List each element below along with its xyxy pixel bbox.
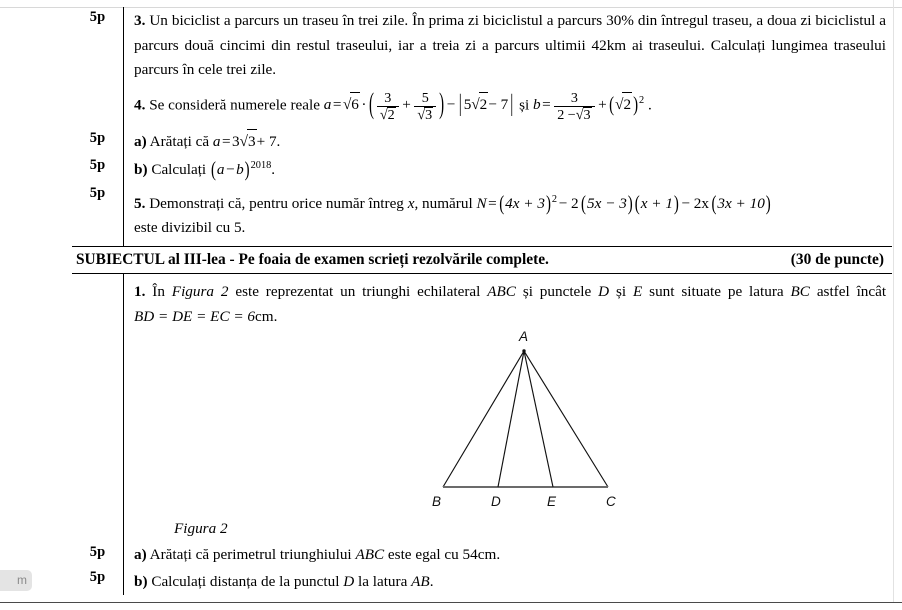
problem-5-body [123, 183, 892, 246]
s3-p1-a-row [72, 542, 892, 568]
s3-p1-b-points: 5p [89, 569, 106, 586]
problem-4-number: 4. [134, 96, 146, 114]
problem-4a-body [123, 128, 892, 155]
s3-p1-a-text2: este egal cu 54 [387, 545, 478, 563]
problem-3-row [72, 7, 892, 83]
problem-4-period: . [648, 96, 652, 114]
figure-label-d: D [491, 494, 501, 510]
problem-4b-letter: b) [134, 160, 148, 178]
problem-5-text-3: este divizibil cu 5. [134, 219, 246, 237]
s3-p1-point-e: E [633, 282, 643, 300]
s3-p1-b-row [72, 567, 892, 595]
s3-p1-cond-math: BD = DE = EC = 6cm [134, 307, 274, 325]
s3-problem-1-row [72, 274, 892, 542]
s3-p1-b-point: D [343, 573, 355, 591]
problem-3-body [123, 7, 892, 83]
problem-3-text-2: ai traseului. Calculați lungimea traseului parcurs în cele trei zile. [134, 36, 886, 79]
s3-p1-b-side: AB [411, 573, 430, 591]
problem-5-row [72, 183, 892, 246]
problem-4-formula-b: b= $\frac{3}{2 -√3}$ + (√2 )$^2$ [533, 89, 645, 123]
problem-4b-text: Calculați [151, 160, 207, 178]
s3-p1-si1: și punctele [522, 282, 592, 300]
s3-problem-1-number: 1. [134, 282, 146, 300]
problem-4-row [72, 83, 892, 128]
s3-p1-triangle-abc: ABC [487, 282, 516, 300]
viewer-corner-chip[interactable]: m [0, 570, 32, 591]
s3-problem-1-points-blank [72, 274, 123, 276]
problem-5-text-2: numărul [422, 194, 473, 212]
s3-p1-figure-ref: Figura 2 [171, 282, 229, 300]
s3-p1-side-bc: BC [790, 282, 810, 300]
figure-label-c: C [606, 494, 616, 510]
problem-3-points: 5p [89, 9, 106, 25]
s3-p1-a-text: Arătați că perimetrul triunghiului [149, 545, 352, 563]
problem-4-si: și [519, 96, 530, 114]
s3-p1-b-period: . [429, 573, 434, 591]
problem-4a-math: a=3√3+ 7 [213, 133, 277, 150]
problem-4a-points: 5p [89, 130, 106, 147]
problem-3-text-1: Un biciclist a parcurs un traseu în trei zile. În prima zi biciclistul a parcurs 30% din întregul traseu, a doua zi biciclistul a parcurs două cincimi din restul traseului, iar a treia zi a parcurs ultimii 42 [134, 12, 887, 54]
s3-p1-tail: sunt situate pe latura [649, 282, 784, 300]
page-right-rule [893, 0, 894, 609]
figure-label-e: E [547, 494, 557, 510]
s3-p1-a-letter: a) [134, 545, 147, 563]
s3-p1-cond-text: astfel încât [816, 282, 887, 300]
figure-label-a: A [519, 329, 529, 345]
problem-4a-row [72, 128, 892, 155]
s3-p1-b-body [123, 567, 892, 595]
problem-4a-period: . [276, 133, 281, 151]
problem-4b-period: . [271, 160, 276, 178]
problem-4a-text: Arătați că [149, 133, 210, 151]
exam-sheet [72, 7, 892, 595]
subiect-3-banner [72, 247, 892, 273]
s3-p1-a-points: 5p [89, 543, 106, 560]
s3-p1-period: . [273, 307, 278, 325]
problem-5-number: 5. [134, 194, 146, 212]
figure-label-b: B [432, 494, 442, 510]
s3-p1-a-unit: cm [477, 545, 497, 563]
problem-4b-math: $(a-b)^{2018}$ [210, 158, 272, 182]
problem-5-points: 5p [89, 184, 106, 201]
s3-p1-b-text2: la latura [357, 573, 408, 591]
problem-4-body [123, 83, 892, 128]
subiect-3-title: SUBIECTUL al III-lea - Pe foaia de examen scrieți rezolvările complete. [76, 250, 549, 268]
s3-p1-point-d: D [598, 282, 610, 300]
figure-2-caption: Figura 2 [174, 520, 228, 538]
s3-p1-b-text: Calculați distanța de la punctul [151, 573, 340, 591]
problem-5-math: $N= (4x + 3)^2- 2$ (5x − 3) (x + 1) − 2x (3x + 10) [476, 192, 771, 216]
problem-3-number: 3. [134, 12, 146, 29]
problem-4-formula-a: a=√6 · ( $\frac{3}{√2}$ + $\frac{5}{√3}$ ) − | 5√2− 7 | [323, 89, 514, 123]
problem-5-comma: , [414, 194, 419, 212]
subiect-3-points: (30 de puncte) [790, 250, 884, 268]
problem-3-unit-km: km [606, 36, 627, 54]
s3-p1-a-period: . [496, 545, 501, 563]
figure-2-triangle-svg [134, 329, 874, 517]
s3-p1-mid: este reprezentat un triunghi echilateral [235, 282, 481, 300]
problem-4b-points: 5p [89, 156, 106, 173]
problem-5-text-1: Demonstrați că, pentru orice număr întreg [149, 194, 404, 212]
figure-2-wrapper [134, 329, 886, 517]
s3-problem-1-body [123, 274, 892, 542]
problem-4b-row [72, 155, 892, 183]
problem-4-lead: Se consideră numerele reale [149, 96, 320, 114]
problem-5-var-x: x [407, 194, 415, 212]
s3-p1-a-body [123, 542, 892, 568]
s3-p1-lead: În [152, 282, 165, 300]
problem-4b-body [123, 155, 892, 183]
s3-p1-a-tri: ABC [355, 545, 385, 563]
problem-4a-letter: a) [134, 133, 147, 151]
problem-4-points-blank [72, 83, 123, 85]
s3-p1-b-letter: b) [134, 573, 148, 591]
s3-p1-si2: și [615, 282, 627, 300]
